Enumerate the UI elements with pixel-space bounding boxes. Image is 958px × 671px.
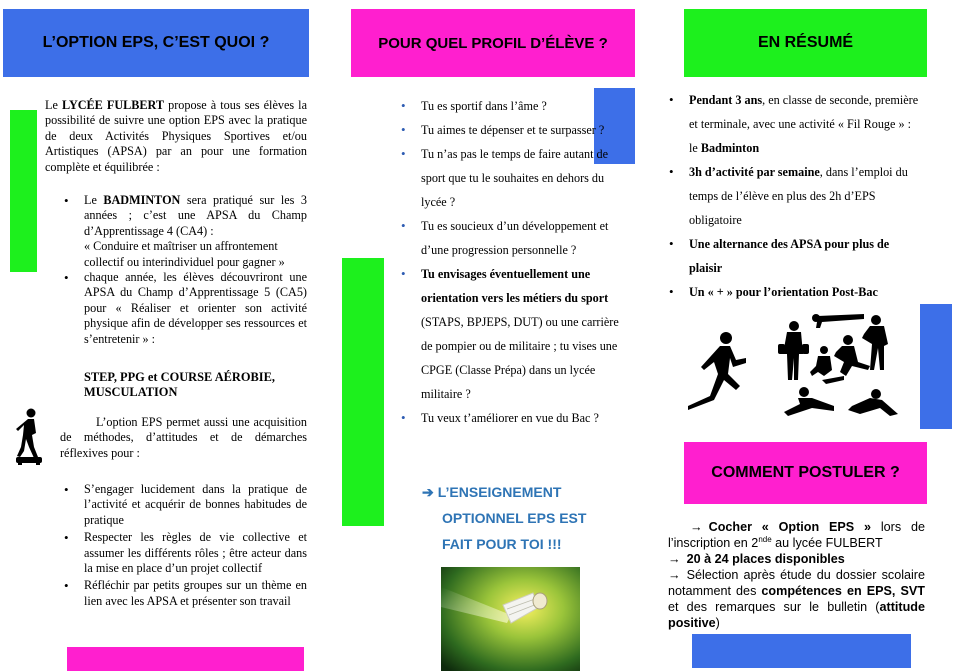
postuler-text (668, 519, 925, 631)
q1-text: Tu es sportif dans l’âme ? (421, 99, 547, 113)
col2-header-text: POUR QUEL PROFIL D’ÉLÈVE ? (378, 34, 608, 52)
list-item-reflechir: • Réfléchir par petits groupes sur un thème en lien avec les APSA et présenter son travail (84, 578, 307, 609)
list-item-engager: • S’engager lucidement dans la pratique de l’activité et acquérir de bonnes habitudes de pratique (84, 482, 307, 528)
p2-bold: 20 à 24 places disponibles (686, 552, 845, 566)
col3-header-text: EN RÉSUMÉ (757, 34, 854, 51)
question-6 (421, 406, 619, 430)
s3-bold: Une alternance des APSA pour plus de plaisir (689, 237, 890, 275)
col3-summary (689, 88, 919, 304)
question-2 (421, 118, 619, 142)
magenta-bottom-bar-col1 (67, 647, 304, 671)
col1-list-1 (84, 193, 307, 347)
cta-text-1: L’ENSEIGNEMENT (437, 484, 562, 500)
p3-end: ) (715, 616, 720, 630)
postuler-step-3 (668, 567, 925, 631)
b1-before: Le (84, 193, 104, 207)
arrow-icon-3: → (668, 568, 681, 582)
s2-rest: , dans l’emploi du temps de l’élève en plus des 2h d’EPS obligatoire (689, 165, 908, 227)
question-3 (421, 142, 619, 214)
p1-bold: Cocher « Option EPS » (708, 520, 872, 534)
school-name: LYCÉE FULBERT (61, 98, 165, 112)
col1-header-text: L’OPTION EPS, C’EST QUOI ? (42, 34, 270, 51)
q6-text: Tu veux t’améliorer en vue du Bac ? (421, 411, 599, 425)
postuler-header-text: COMMENT POSTULER ? (711, 464, 900, 481)
question-4 (421, 214, 619, 262)
cta-line-2: OPTIONNEL EPS EST (442, 510, 587, 526)
cta-block (422, 479, 632, 557)
s1-rest: , en classe de seconde, première et terminale, avec une activité « Fil Rouge » : le (689, 93, 919, 155)
b1-bold: BADMINTON (103, 193, 181, 207)
list-item-badminton (84, 193, 307, 270)
summary-item-4 (689, 280, 919, 304)
list-item-ca5 (84, 270, 307, 347)
postuler-header (684, 442, 927, 504)
blue-side-bar-col3 (920, 304, 952, 429)
cta-line-1 (422, 479, 632, 505)
runner-icon (14, 407, 46, 465)
summary-item-2 (689, 160, 919, 232)
q2-text: Tu aimes te dépenser et te surpasser ? (421, 123, 605, 137)
arrow-icon-1: → (690, 520, 703, 534)
col1-header (3, 9, 309, 77)
col1-intro (45, 98, 307, 175)
p1-sup: nde (758, 534, 772, 544)
s2-bold: 3h d’activité par semaine (689, 165, 820, 179)
s4-bold: Un « + » pour l’orientation Post-Bac (689, 285, 878, 299)
p3-bold2: attitude positive (668, 600, 925, 630)
summary-item-1 (689, 88, 919, 160)
p1-rest: lors de l’inscription en 2 (668, 520, 925, 550)
q5-rest: (STAPS, BPJEPS, DUT) ou une carrière de pompier ou de militaire ; tu vises une CPGE (Classe Prépa) dans un lycée militaire ? (421, 315, 619, 401)
green-side-bar-col2 (342, 258, 384, 526)
question-5 (421, 262, 619, 406)
p1-rest2: au lycée FULBERT (771, 536, 883, 550)
fitness-silhouettes-icon (684, 310, 916, 420)
summary-item-3 (689, 232, 919, 280)
s1-bold: Pendant 3 ans (689, 93, 763, 107)
arrow-right-icon: ➔ (422, 484, 434, 500)
col3-header (684, 9, 927, 77)
activities-list: STEP, PPG et COURSE AÉROBIE, MUSCULATION (84, 370, 275, 399)
col2-header (351, 9, 635, 77)
col2-questions (421, 94, 619, 430)
col1-para2: L’option EPS permet aussi une acquisition de méthodes, d’attitudes et de démarches réflexives pour : (60, 415, 307, 460)
b1-quote: « Conduire et maîtriser un affrontement collectif ou interindividuel pour gagner » (84, 239, 285, 269)
p3-text: Sélection après étude du dossier scolaire notamment des (668, 568, 925, 598)
list-item-respecter: • Respecter les règles de vie collective et assumer les différents rôles ; être acteur dans la mise en place d’un projet collectif (84, 530, 307, 576)
col1-list-2 (84, 482, 307, 609)
b1-after: sera pratiqué sur les 3 années ; c’est une APSA du Champ d’Apprentissage 4 (CA4) : (84, 193, 307, 238)
intro-text-b: propose à tous ses élèves la possibilité de suivre une option EPS avec la pratique de deux Activités Physiques Sportives et/ou Artistiques (APSA) par an pour une formation complète et équilibrée : (45, 98, 307, 174)
postuler-step-2 (668, 551, 925, 567)
q5-bold: Tu envisages éventuellement une orientation vers les métiers du sport (421, 267, 609, 305)
s1-bold2: Badminton (700, 141, 760, 155)
green-side-bar-col1 (10, 110, 37, 272)
intro-text-a: Le (45, 98, 62, 112)
shuttlecock-photo (441, 567, 580, 671)
b2-text: chaque année, les élèves découvriront une APSA du Champ d’Apprentissage 5 (CA5) pour « Réaliser et orienter son activité physique afin de développer ses ressources et s’entretenir » : (84, 270, 307, 346)
q3-text: Tu n’as pas le temps de faire autant de sport que tu le souhaites en dehors du lycée ? (421, 147, 609, 209)
postuler-step-1 (668, 519, 925, 551)
blue-bottom-bar-col3 (692, 634, 911, 668)
arrow-icon-2: → (668, 552, 681, 566)
q4-text: Tu es soucieux d’un développement et d’une progression personnelle ? (421, 219, 609, 257)
p3-bold: compétences en EPS, SVT (761, 584, 925, 598)
cta-line-3: FAIT POUR TOI !!! (442, 536, 562, 552)
question-1 (421, 94, 619, 118)
p3-rest: et des remarques sur le bulletin ( (668, 600, 880, 614)
